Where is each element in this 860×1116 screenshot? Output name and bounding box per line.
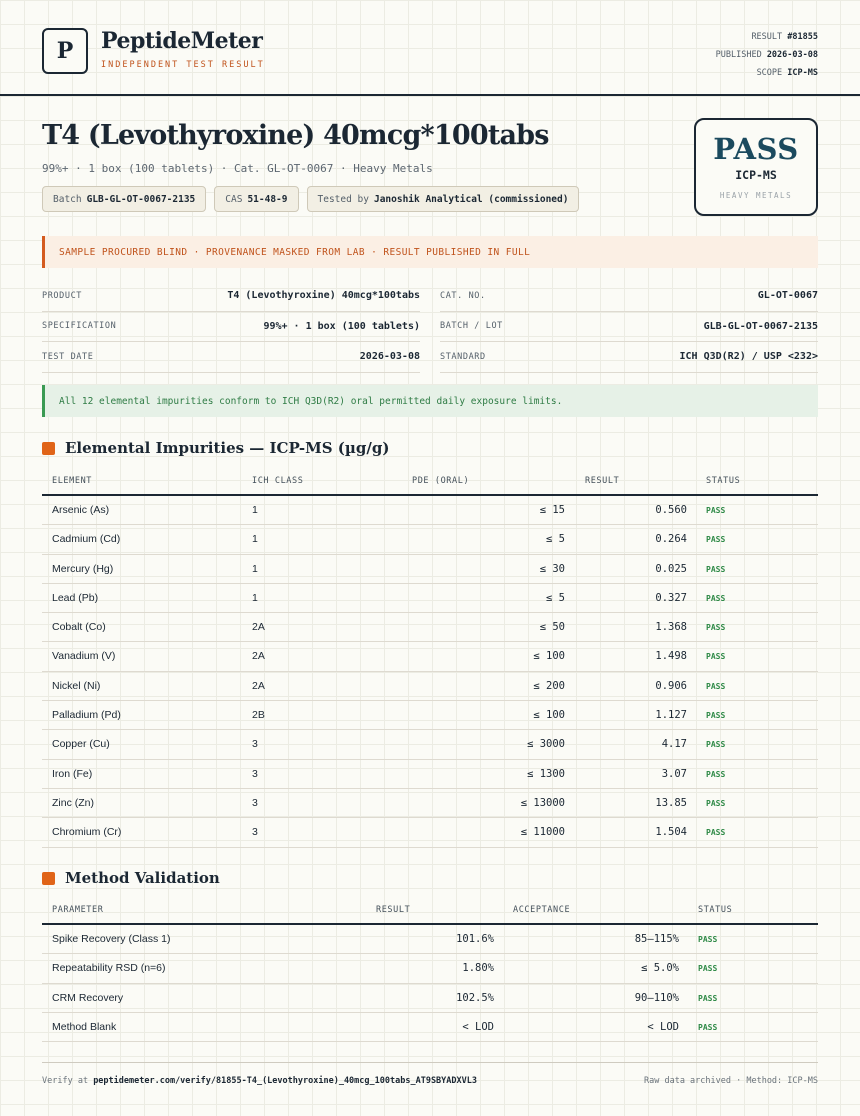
pde-cell: ≤ 30 bbox=[539, 562, 565, 575]
archive-note: Raw data archived · Method: ICP-MS bbox=[644, 1076, 818, 1086]
info-row: STANDARD ICH Q3D(R2) / USP <232> bbox=[440, 342, 818, 373]
section-marker-icon bbox=[42, 872, 55, 885]
info-row: BATCH / LOT GLB-GL-OT-0067-2135 bbox=[440, 312, 818, 343]
verdict-method: ICP-MS bbox=[735, 168, 777, 182]
pde-cell: ≤ 5 bbox=[546, 591, 565, 604]
validation-title: Method Validation bbox=[65, 869, 220, 887]
col-pde: PDE (ORAL) bbox=[412, 476, 470, 486]
pde-cell: ≤ 1300 bbox=[527, 767, 565, 780]
element-cell: Arsenic (As) bbox=[52, 504, 110, 516]
pde-cell: ≤ 100 bbox=[533, 650, 565, 663]
class-cell: 2B bbox=[252, 709, 265, 722]
pde-cell: ≤ 3000 bbox=[527, 738, 565, 751]
brand-name: PeptideMeter bbox=[101, 28, 263, 54]
verdict-stamp bbox=[694, 118, 818, 216]
info-right bbox=[440, 281, 818, 373]
table-header bbox=[42, 896, 818, 925]
pde-cell: ≤ 13000 bbox=[520, 796, 565, 809]
status-badge: PASS bbox=[706, 711, 726, 721]
report-meta bbox=[716, 28, 818, 82]
result-cell: 0.906 bbox=[655, 679, 687, 692]
status-badge: PASS bbox=[706, 593, 726, 603]
product-title: T4 (Levothyroxine) 40mcg*100tabs bbox=[42, 120, 549, 151]
result-cell: 1.80% bbox=[462, 962, 494, 975]
parameter-cell: Method Blank bbox=[52, 1020, 117, 1033]
status-badge: PASS bbox=[706, 623, 726, 633]
verdict-text: PASS bbox=[713, 132, 799, 166]
col-status: STATUS bbox=[706, 476, 741, 486]
status-badge: PASS bbox=[706, 652, 726, 662]
acceptance-cell: 85–115% bbox=[634, 933, 679, 945]
result-cell: 1.504 bbox=[655, 826, 687, 839]
impurities-section-header bbox=[42, 439, 389, 457]
status-badge: PASS bbox=[698, 1022, 718, 1032]
conformance-notice: All 12 elemental impurities conform to ICH Q3D(R2) oral permitted daily exposure limits. bbox=[42, 385, 818, 417]
parameter-cell: Repeatability RSD (n=6) bbox=[52, 962, 166, 975]
result-cell: 0.025 bbox=[655, 562, 687, 575]
table-row bbox=[42, 642, 818, 671]
col-class: ICH CLASS bbox=[252, 476, 304, 486]
impurities-title: Elemental Impurities — ICP-MS (µg/g) bbox=[65, 439, 390, 457]
class-cell: 3 bbox=[252, 826, 258, 839]
impurities-table bbox=[42, 467, 818, 848]
result-cell: 0.560 bbox=[655, 504, 687, 516]
verdict-scope: HEAVY METALS bbox=[719, 191, 793, 200]
table-row bbox=[42, 954, 818, 983]
acceptance-cell: ≤ 5.0% bbox=[641, 962, 679, 975]
pde-cell: ≤ 5 bbox=[546, 533, 565, 546]
product-subtitle: 99%+ · 1 box (100 tablets) · Cat. GL-OT-0067 · Heavy Metals bbox=[42, 162, 433, 175]
verify-line: Verify at peptidemeter.com/verify/81855-T4_(Levothyroxine)_40mcg_100tabs_AT9SBYADXVL3 bbox=[42, 1076, 477, 1086]
col-parameter: PARAMETER bbox=[52, 905, 104, 915]
batch-chip: Batch GLB-GL-OT-0067-2135 bbox=[42, 186, 206, 212]
info-row: PRODUCT T4 (Levothyroxine) 40mcg*100tabs bbox=[42, 281, 420, 312]
class-cell: 1 bbox=[252, 591, 258, 604]
element-cell: Iron (Fe) bbox=[52, 767, 93, 780]
result-cell: < LOD bbox=[462, 1020, 494, 1033]
report-header bbox=[0, 0, 860, 96]
info-row: TEST DATE 2026-03-08 bbox=[42, 342, 420, 373]
pde-cell: ≤ 50 bbox=[539, 621, 565, 634]
class-cell: 3 bbox=[252, 767, 258, 780]
table-row bbox=[42, 496, 818, 525]
meta-scope: SCOPE ICP-MS bbox=[756, 68, 818, 78]
tested-by-chip: Tested by Janoshik Analytical (commissioned) bbox=[307, 186, 580, 212]
status-badge: PASS bbox=[706, 681, 726, 691]
section-marker-icon bbox=[42, 442, 55, 455]
element-cell: Cobalt (Co) bbox=[52, 621, 106, 634]
provenance-notice: SAMPLE PROCURED BLIND · PROVENANCE MASKED FROM LAB · RESULT PUBLISHED IN FULL bbox=[42, 236, 818, 268]
status-badge: PASS bbox=[706, 564, 726, 574]
pde-cell: ≤ 100 bbox=[533, 709, 565, 722]
cas-chip: CAS 51-48-9 bbox=[214, 186, 298, 212]
result-cell: 0.264 bbox=[655, 533, 687, 546]
element-cell: Chromium (Cr) bbox=[52, 826, 122, 839]
table-row bbox=[42, 613, 818, 642]
class-cell: 2A bbox=[252, 679, 265, 692]
col-element: ELEMENT bbox=[52, 476, 93, 486]
table-row bbox=[42, 525, 818, 554]
element-cell: Nickel (Ni) bbox=[52, 679, 101, 692]
table-row bbox=[42, 584, 818, 613]
element-cell: Palladium (Pd) bbox=[52, 709, 121, 722]
status-badge: PASS bbox=[698, 935, 718, 944]
status-badge: PASS bbox=[698, 964, 718, 974]
result-cell: 102.5% bbox=[456, 991, 494, 1004]
table-row bbox=[42, 760, 818, 789]
class-cell: 1 bbox=[252, 504, 258, 516]
result-cell: 1.127 bbox=[655, 709, 687, 722]
element-cell: Vanadium (V) bbox=[52, 650, 116, 663]
table-body bbox=[42, 496, 818, 848]
class-cell: 1 bbox=[252, 533, 258, 546]
pde-cell: ≤ 11000 bbox=[520, 826, 565, 839]
verify-link[interactable]: peptidemeter.com/verify/81855-T4_(Levothyroxine)_40mcg_100tabs_AT9SBYADXVL3 bbox=[93, 1076, 477, 1086]
brand-tagline: INDEPENDENT TEST RESULT bbox=[101, 60, 265, 70]
result-cell: 0.327 bbox=[655, 591, 687, 604]
class-cell: 2A bbox=[252, 650, 265, 663]
table-row bbox=[42, 818, 818, 847]
table-body bbox=[42, 925, 818, 1042]
validation-table bbox=[42, 896, 818, 1042]
meta-published: PUBLISHED 2026-03-08 bbox=[715, 50, 818, 60]
result-cell: 4.17 bbox=[661, 738, 687, 751]
result-cell: 101.6% bbox=[456, 933, 494, 945]
class-cell: 3 bbox=[252, 738, 258, 751]
info-row: SPECIFICATION 99%+ · 1 box (100 tablets) bbox=[42, 312, 420, 343]
result-cell: 1.498 bbox=[655, 650, 687, 663]
table-row bbox=[42, 701, 818, 730]
class-cell: 2A bbox=[252, 621, 265, 634]
info-left bbox=[42, 281, 420, 373]
status-badge: PASS bbox=[706, 828, 726, 838]
status-badge: PASS bbox=[706, 798, 726, 808]
class-cell: 3 bbox=[252, 796, 258, 809]
table-row bbox=[42, 789, 818, 818]
product-chips bbox=[42, 186, 579, 212]
table-row bbox=[42, 672, 818, 701]
status-badge: PASS bbox=[706, 740, 726, 750]
report-footer bbox=[42, 1062, 818, 1086]
pde-cell: ≤ 15 bbox=[539, 504, 565, 516]
table-row bbox=[42, 730, 818, 759]
acceptance-cell: 90–110% bbox=[634, 991, 679, 1004]
acceptance-cell: < LOD bbox=[647, 1020, 679, 1033]
element-cell: Cadmium (Cd) bbox=[52, 533, 121, 546]
result-cell: 3.07 bbox=[661, 767, 687, 780]
meta-result: RESULT #81855 bbox=[751, 32, 818, 42]
info-row: CAT. NO. GL-OT-0067 bbox=[440, 281, 818, 312]
element-cell: Lead (Pb) bbox=[52, 591, 99, 604]
table-row bbox=[42, 555, 818, 584]
table-header bbox=[42, 467, 818, 496]
result-cell: 1.368 bbox=[655, 621, 687, 634]
col-acceptance: ACCEPTANCE bbox=[513, 905, 571, 915]
table-row bbox=[42, 984, 818, 1013]
col-result: RESULT bbox=[376, 905, 411, 915]
pde-cell: ≤ 200 bbox=[533, 679, 565, 692]
validation-section-header bbox=[42, 869, 220, 887]
table-row bbox=[42, 1013, 818, 1042]
element-cell: Zinc (Zn) bbox=[52, 796, 94, 809]
logo-icon: P bbox=[42, 28, 88, 74]
status-badge: PASS bbox=[706, 506, 726, 515]
element-cell: Copper (Cu) bbox=[52, 738, 110, 751]
col-status: STATUS bbox=[698, 905, 733, 915]
result-cell: 13.85 bbox=[655, 796, 687, 809]
class-cell: 1 bbox=[252, 562, 258, 575]
parameter-cell: Spike Recovery (Class 1) bbox=[52, 933, 171, 945]
col-result: RESULT bbox=[585, 476, 620, 486]
status-badge: PASS bbox=[706, 535, 726, 545]
table-row bbox=[42, 925, 818, 954]
status-badge: PASS bbox=[706, 769, 726, 779]
status-badge: PASS bbox=[698, 993, 718, 1003]
parameter-cell: CRM Recovery bbox=[52, 991, 124, 1004]
element-cell: Mercury (Hg) bbox=[52, 562, 114, 575]
